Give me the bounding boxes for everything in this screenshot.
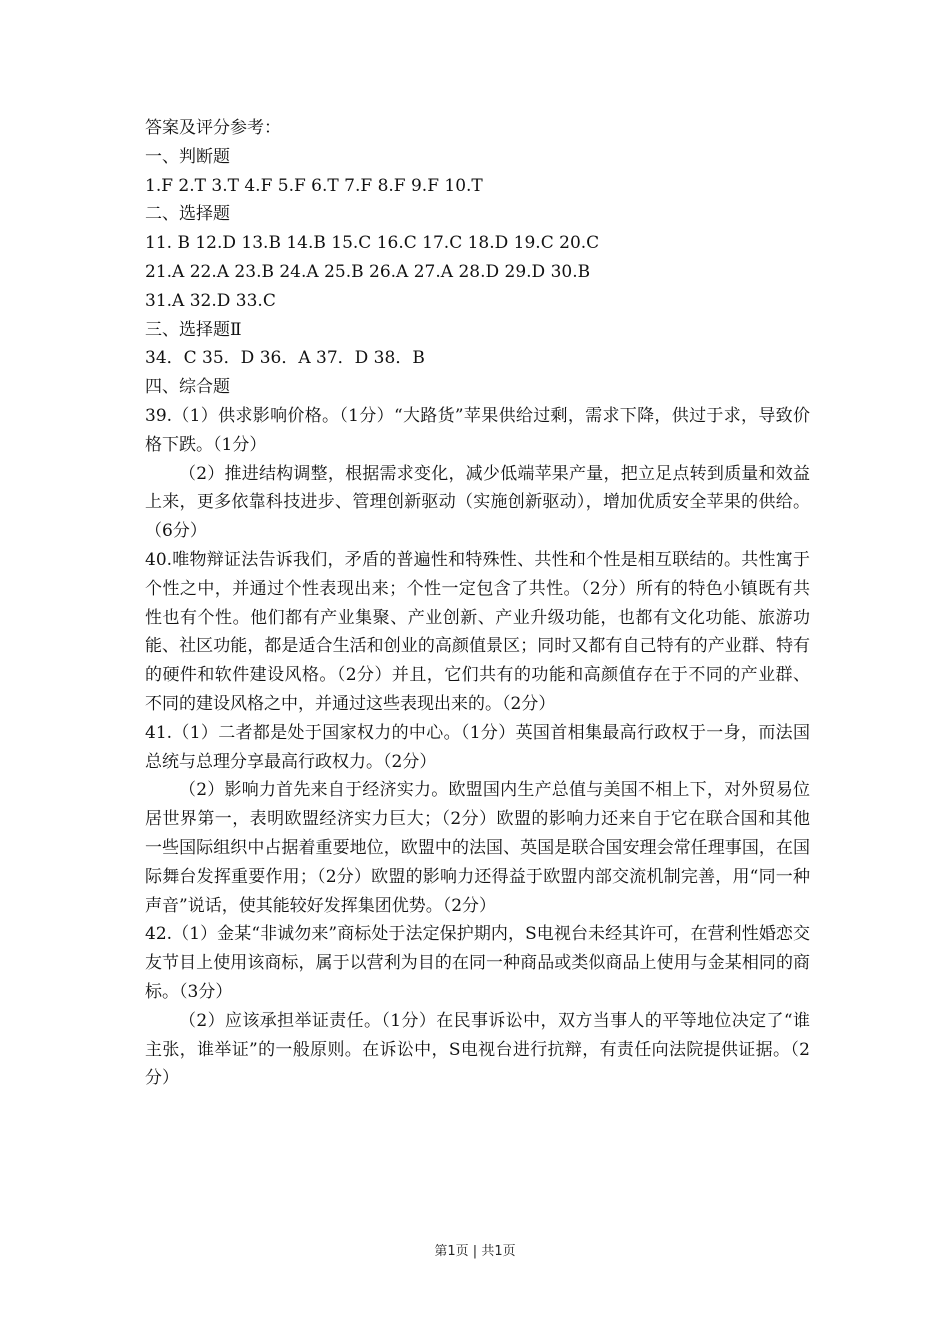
answer-42-part-1: 42.（1）金某“非诚勿来”商标处于法定保护期内，S电视台未经其许可，在营利性婚恋交友节目上使用该商标，属于以营利为目的在同一种商品或类似商品上使用与金某相同的商标。（3分） xyxy=(145,924,810,1002)
section-heading-judgment: 一、判断题 xyxy=(145,146,230,167)
answer-42-part-2: （2）应该承担举证责任。（1分）在民事诉讼中，双方当事人的平等地位决定了“谁主张，谁举证”的一般原则。在诉讼中，S电视台进行抗辩，有责任向法院提供证据。（2分） xyxy=(145,1010,810,1089)
choice-answers-row-2: 21.A 22.A 23.B 24.A 25.B 26.A 27.A 28.D 29.D 30.B xyxy=(145,261,591,282)
choice-ii-answers: 34．C 35．D 36．A 37．D 38．B xyxy=(145,348,425,369)
document-title: 答案及评分参考： xyxy=(145,118,281,138)
section-heading-comprehensive: 四、综合题 xyxy=(145,377,230,398)
answer-41-part-2: （2）影响力首先来自于经济实力。欧盟国内生产总值与美国不相上下，对外贸易位居世界第一，表明欧盟经济实力巨大；（2分）欧盟的影响力还来自于它在联合国和其他一些国际组织中占据着重要地位，欧盟中的法国、英国是联合国安理会常任理事国，在国际舞台发挥重要作用；（2分）欧盟的影响力还得益于欧盟内部交流机制完善，用“同一种声音”说话，使其能较好发挥集团优势。（2分） xyxy=(145,780,810,916)
answer-39-part-2: （2）推进结构调整，根据需求变化，减少低端苹果产量，把立足点转到质量和效益上来，更多依靠科技进步、管理创新驱动（实施创新驱动），增加优质安全苹果的供给。（6分） xyxy=(145,463,810,542)
choice-answers-row-1: 11. B 12.D 13.B 14.B 15.C 16.C 17.C 18.D 19.C 20.C xyxy=(145,233,600,254)
answer-41-part-1: 41.（1）二者都是处于国家权力的中心。（1分）英国首相集最高行政权于一身，而法国总统与总理分享最高行政权力。（2分） xyxy=(145,722,810,772)
section-heading-choice-ii: 三、选择题Ⅱ xyxy=(145,319,242,340)
answer-40: 40.唯物辩证法告诉我们，矛盾的普遍性和特殊性、共性和个性是相互联结的。共性寓于个性之中，并通过个性表现出来；个性一定包含了共性。（2分）所有的特色小镇既有共性也有个性。他们都有产业集聚、产业创新、产业升级功能，也都有文化功能、旅游功能、社区功能，都是适合生活和创业的高颜值景区；同时又都有自己特有的产业群、特有的硬件和软件建设风格。（2分）并且，它们共有的功能和高颜值存在于不同的产业群、不同的建设风格之中，并通过这些表现出来的。（2分） xyxy=(145,549,810,714)
section-heading-choice: 二、选择题 xyxy=(145,204,230,225)
answer-key-content xyxy=(145,114,810,1093)
answer-39-part-1: 39.（1）供求影响价格。（1分）“大路货”苹果供给过剩，需求下降，供过于求，导致价格下跌。（1分） xyxy=(145,405,810,455)
page-footer xyxy=(0,1243,950,1261)
judgment-answers: 1.F 2.T 3.T 4.F 5.F 6.T 7.F 8.F 9.F 10.T xyxy=(145,175,483,196)
choice-answers-row-3: 31.A 32.D 33.C xyxy=(145,290,276,311)
page-number: 第1页 | 共1页 xyxy=(434,1244,516,1259)
